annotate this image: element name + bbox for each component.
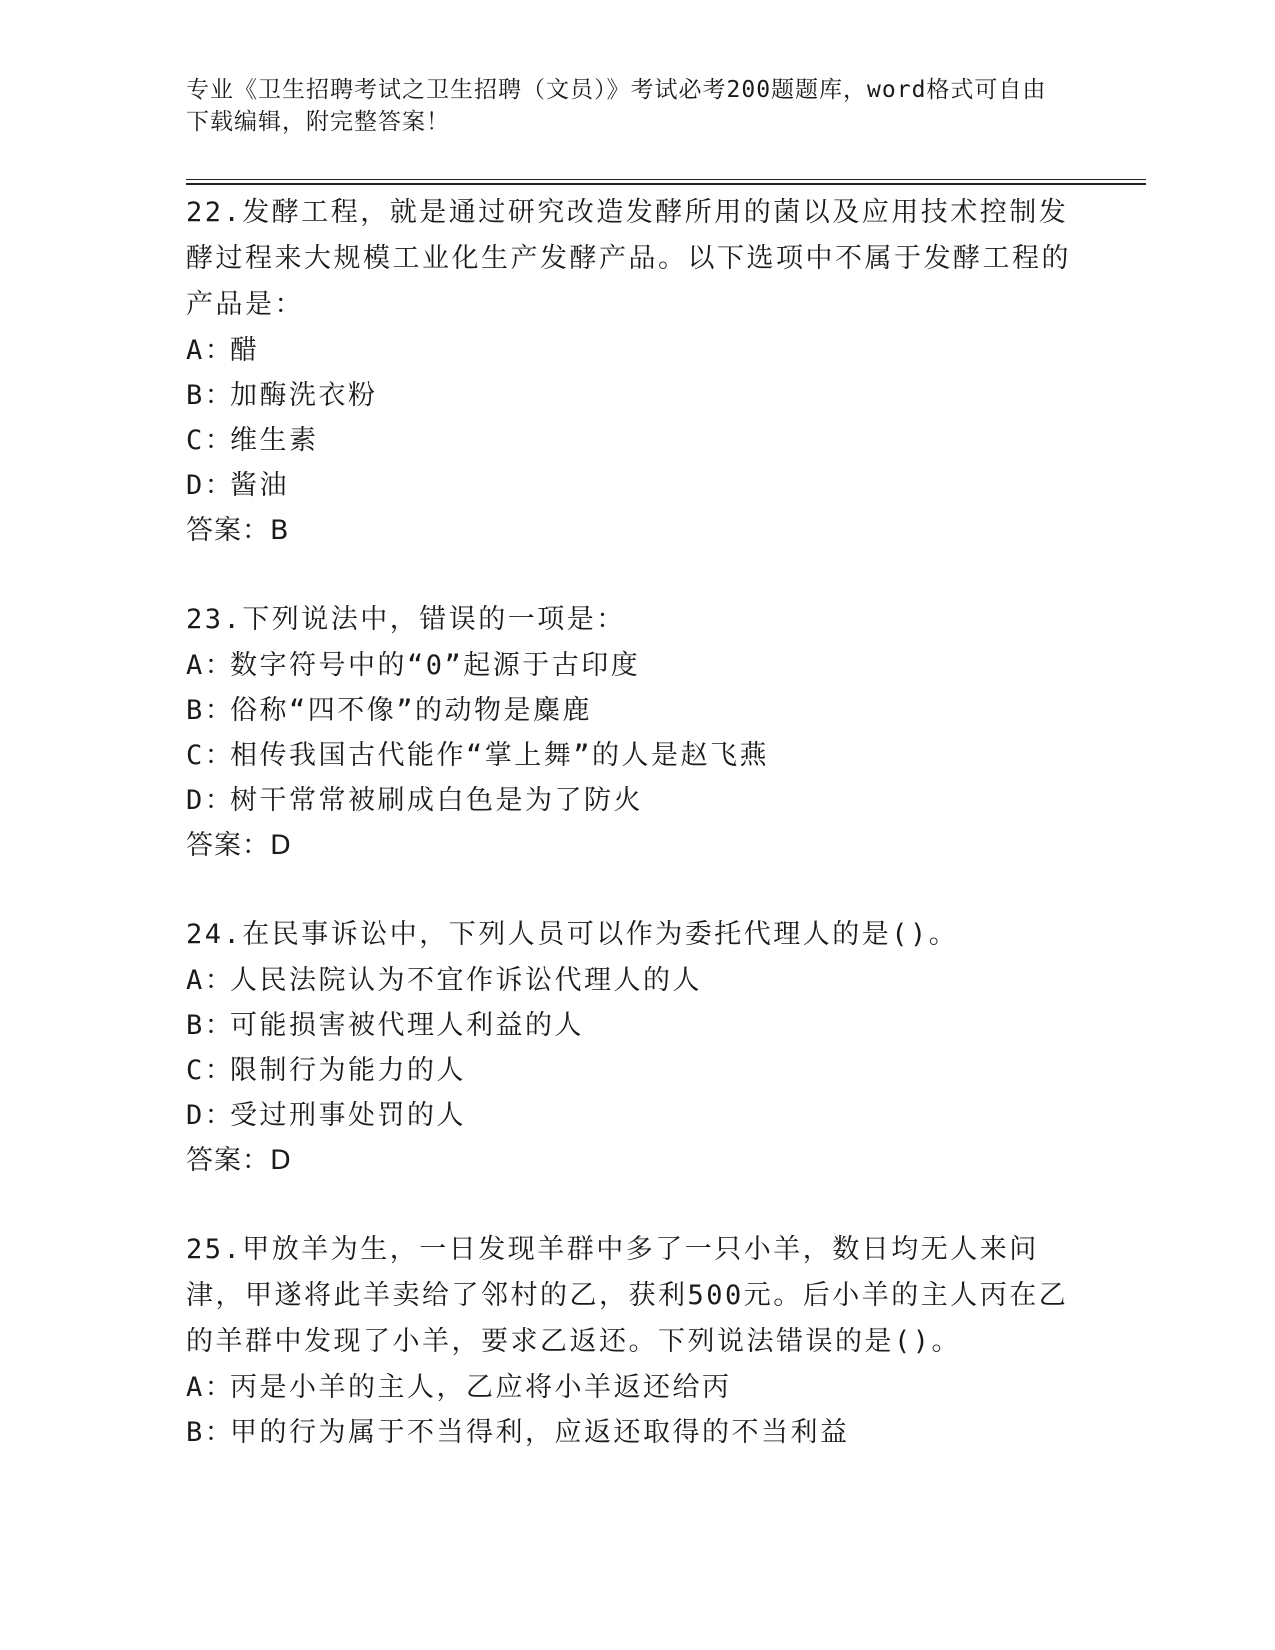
document-header: 专业《卫生招聘考试之卫生招聘（文员）》考试必考200题题库，word格式可自由下载编辑，附完整答案！ [186,77,1047,135]
option-text: 受过刑事处罚的人 [230,1100,466,1131]
option-text: 丙是小羊的主人，乙应将小羊返还给丙 [230,1372,732,1403]
option-a [186,1365,1086,1410]
option-text: 树干常常被刷成白色是为了防火 [230,785,643,816]
option-letter: C： [186,740,235,771]
option-letter: A： [186,650,235,681]
header-divider-thick [186,183,1146,185]
option-b [186,1410,1086,1455]
option-b [186,688,1086,733]
option-letter: A： [186,335,235,366]
option-letter: B： [186,695,235,726]
question-23 [186,597,1086,869]
answer-label: 答案：D [186,830,292,861]
option-letter: A： [186,965,235,996]
option-letter: D： [186,1100,235,1131]
question-stem: 22.发酵工程，就是通过研究改造发酵所用的菌以及应用技术控制发酵过程来大规模工业化生产发酵产品。以下选项中不属于发酵工程的产品是： [186,197,1071,320]
option-letter: B： [186,1417,235,1448]
option-b [186,1003,1086,1048]
option-text: 可能损害被代理人利益的人 [230,1010,584,1041]
header-divider-thin [186,179,1146,180]
option-a [186,643,1086,688]
question-stem: 25.甲放羊为生，一日发现羊群中多了一只小羊，数日均无人来问津，甲遂将此羊卖给了邻村的乙，获利500元。后小羊的主人丙在乙的羊群中发现了小羊，要求乙返还。下列说法错误的是()。 [186,1234,1069,1357]
option-d [186,463,1086,508]
question-stem: 24.在民事诉讼中，下列人员可以作为委托代理人的是()。 [186,919,959,950]
option-text: 限制行为能力的人 [230,1055,466,1086]
option-letter: D： [186,785,235,816]
option-text: 甲的行为属于不当得利，应返还取得的不当利益 [230,1417,850,1448]
option-text: 相传我国古代能作“掌上舞”的人是赵飞燕 [230,740,770,771]
question-list [186,190,1086,1498]
option-c [186,733,1086,778]
option-c [186,418,1086,463]
option-text: 俗称“四不像”的动物是麋鹿 [230,695,593,726]
option-d [186,1093,1086,1138]
option-a [186,958,1086,1003]
option-letter: D： [186,470,235,501]
option-letter: A： [186,1372,235,1403]
option-text: 数字符号中的“0”起源于古印度 [230,650,641,681]
option-letter: B： [186,1010,235,1041]
option-letter: C： [186,1055,235,1086]
answer-label: 答案：D [186,1145,292,1176]
question-24 [186,912,1086,1184]
question-stem: 23.下列说法中，错误的一项是： [186,604,626,635]
question-25 [186,1227,1086,1455]
option-text: 维生素 [230,425,319,456]
option-b [186,373,1086,418]
option-d [186,778,1086,823]
option-text: 人民法院认为不宜作诉讼代理人的人 [230,965,702,996]
question-22 [186,190,1086,554]
answer-label: 答案：B [186,515,290,546]
option-text: 加酶洗衣粉 [230,380,378,411]
option-a [186,328,1086,373]
option-c [186,1048,1086,1093]
option-letter: B： [186,380,235,411]
option-text: 酱油 [230,470,289,501]
option-letter: C： [186,425,235,456]
option-text: 醋 [230,335,260,366]
